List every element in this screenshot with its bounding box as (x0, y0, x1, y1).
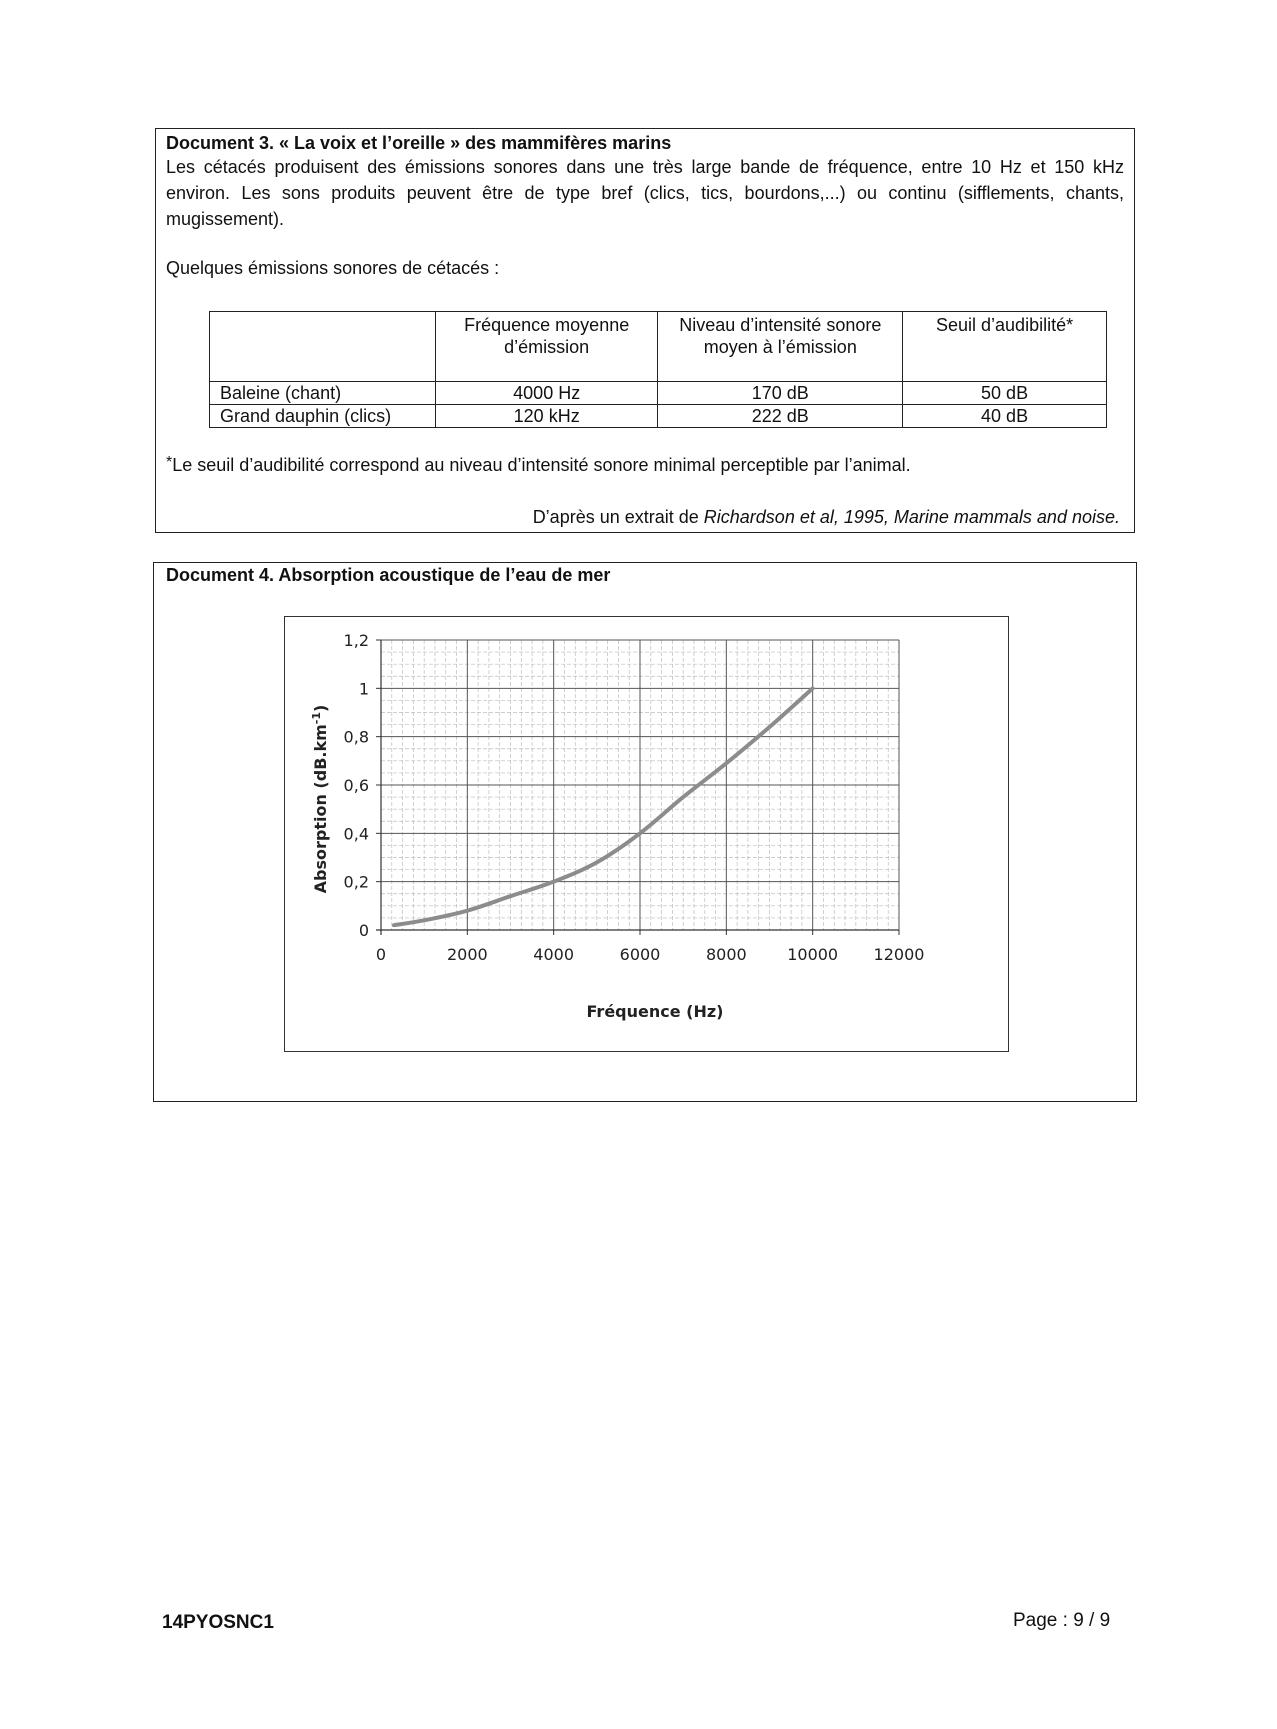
exam-code: 14PYOSNC1 (162, 1612, 274, 1633)
chart-y-axis-label-suffix: ) (311, 704, 330, 712)
document-3-title: Document 3. « La voix et l’oreille » des mammifères marins (166, 133, 672, 153)
x-tick-label: 8000 (705, 945, 747, 964)
table-header-cell: Niveau d’intensité sonore moyen à l’émission (658, 312, 903, 382)
source-reference: Richardson et al, 1995, Marine mammals and noise. (703, 507, 1120, 527)
y-tick-label: 0,4 (343, 824, 369, 844)
table-header-cell (210, 312, 436, 382)
emissions-intro: Quelques émissions sonores de cétacés : (166, 258, 500, 278)
chart-tick-labels (344, 631, 925, 964)
absorption-chart-svg (285, 617, 1007, 1050)
y-tick-label: 0,6 (343, 776, 369, 795)
chart-axes (376, 640, 899, 935)
footnote-text: Le seuil d’audibilité correspond au niveau d’intensité sonore minimal perceptible par l’animal. (172, 455, 911, 475)
y-tick-label: 0,2 (343, 872, 369, 892)
chart-major-grid (381, 640, 899, 930)
document-4-title: Document 4. Absorption acoustique de l’eau de mer (166, 565, 611, 585)
chart-y-axis-label-main: Absorption (dB.km (311, 724, 330, 894)
y-tick-label: 0,8 (343, 727, 369, 747)
y-tick-label: 0 (358, 921, 369, 940)
chart-y-axis-label-sup: -1 (310, 711, 323, 725)
y-tick-label: 1,2 (343, 631, 369, 650)
table-cell: 4000 Hz (435, 382, 658, 405)
x-tick-label: 12000 (873, 945, 925, 964)
page-number: Page : 9 / 9 (1013, 1610, 1111, 1631)
table-cell: Grand dauphin (clics) (210, 405, 436, 428)
footnote (166, 454, 911, 476)
document-3-paragraph: Les cétacés produisent des émissions sonores dans une très large bande de fréquence, entre 10 Hz et 150 kHz environ. Les sons produits peuvent être de type bref (clics, tics, bourdons,...) ou continu (sifflements, chants, mugissement). (166, 157, 1124, 229)
y-tick-label: 1 (358, 679, 369, 699)
table-cell: 120 kHz (435, 405, 658, 428)
emissions-table (209, 311, 1107, 428)
table-cell: 222 dB (658, 405, 903, 428)
table-header-cell: Seuil d’audibilité* (903, 312, 1107, 382)
x-tick-label: 0 (375, 945, 387, 964)
document-4-box (153, 562, 1137, 1102)
absorption-chart (284, 616, 1009, 1052)
document-3-box (155, 128, 1135, 533)
table-cell: 40 dB (903, 405, 1107, 428)
source-prefix: D’après un extrait de (532, 507, 704, 527)
x-tick-label: 6000 (619, 945, 661, 964)
x-tick-label: 2000 (446, 945, 488, 964)
table-cell: 170 dB (658, 382, 903, 405)
table-row (210, 405, 1107, 428)
chart-y-axis-label (310, 705, 330, 894)
table-header-row (210, 312, 1107, 382)
x-tick-label: 10000 (787, 945, 839, 964)
table-cell: Baleine (chant) (210, 382, 436, 405)
table-cell: 50 dB (903, 382, 1107, 405)
source-citation (533, 507, 1120, 528)
table-header-cell: Fréquence moyenne d’émission (435, 312, 658, 382)
footnote-mark: * (166, 454, 173, 471)
chart-x-axis-label: Fréquence (Hz) (586, 1002, 724, 1021)
table-row (210, 382, 1107, 405)
x-tick-label: 4000 (533, 945, 575, 964)
